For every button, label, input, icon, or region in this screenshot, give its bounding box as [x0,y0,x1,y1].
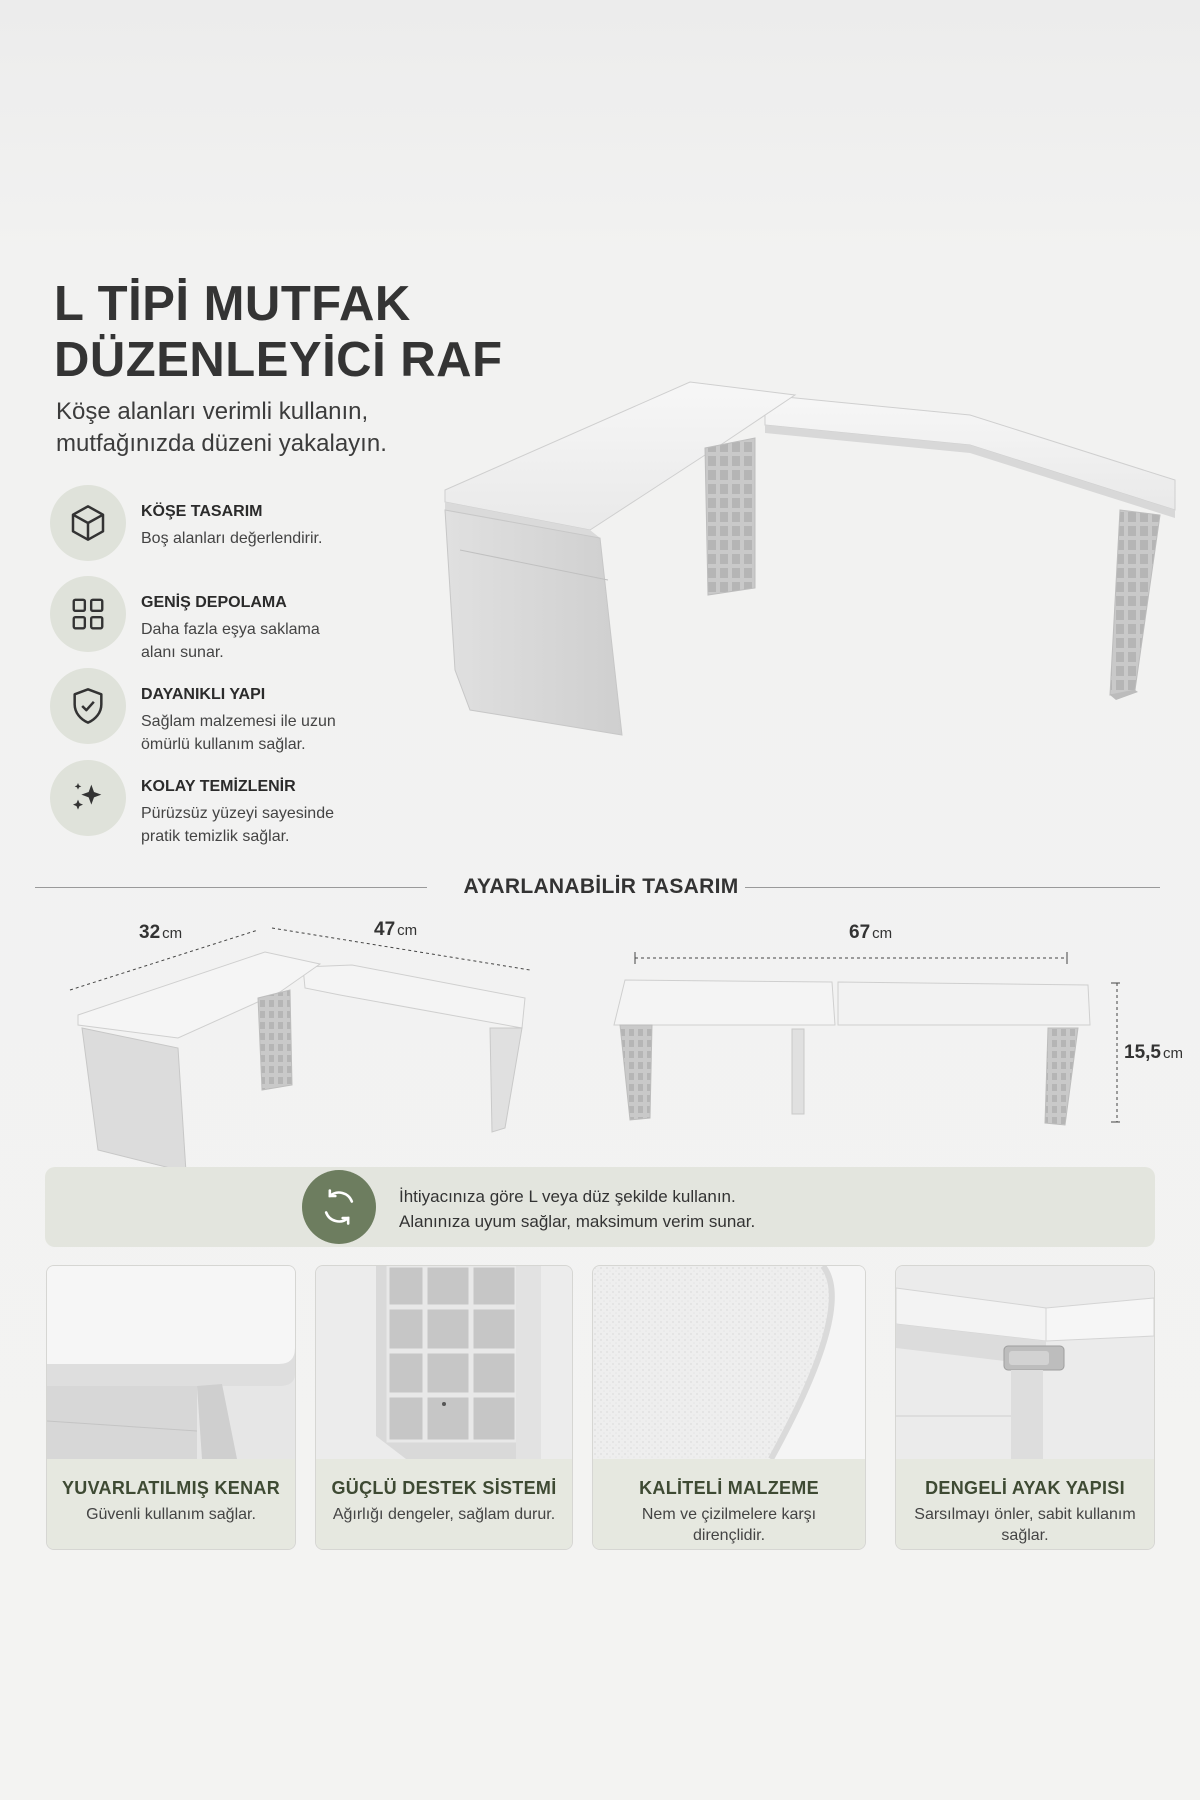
dimension-value: 32 [139,922,161,943]
dimension-value: 47 [374,919,396,940]
card-caption [47,1459,295,1549]
feature-desc: Boş alanları değerlendirir. [141,530,323,547]
rounded-edge-photo [47,1266,295,1459]
feature-title: GENİŞ DEPOLAMA [141,594,287,611]
card-title: YUVARLATILMIŞ KENAR [61,1478,281,1498]
feature-corner-design [50,485,410,565]
feature-easy-clean [50,760,410,845]
feature-title: KÖŞE TASARIM [141,503,263,520]
cycle-arrows-icon [302,1170,376,1244]
banner-line-1: İhtiyacınıza göre L veya düz şekilde kullanın. [399,1187,736,1206]
card-desc: Nem ve çizilmelere karşı dirençlidir. [641,1506,817,1544]
section-title: AYARLANABİLİR TASARIM [463,875,739,898]
dimension-unit: cm [1162,1045,1183,1062]
detail-card-leg-structure [895,1265,1155,1550]
feature-title: KOLAY TEMİZLENİR [141,778,296,795]
feature-desc: Pürüzsüz yüzeyi sayesinde pratik temizlik sağlar. [141,805,334,845]
sparkle-icon [50,760,126,836]
support-grid-photo [316,1266,572,1459]
card-caption [316,1459,572,1549]
page-subtitle [56,396,456,460]
banner-line-2: Alanınıza uyum sağlar, maksimum verim sunar. [399,1212,756,1231]
banner-text [399,1184,999,1234]
l-shape-dimension-diagram [60,910,550,1180]
detail-card-rounded-edge [46,1265,296,1550]
card-desc: Sarsılmayı önler, sabit kullanım sağlar. [914,1506,1136,1544]
cube-icon [50,485,126,561]
card-caption [593,1459,865,1549]
dimension-value: 15,5 [1124,1042,1161,1063]
card-desc: Ağırlığı dengeler, sağlam durur. [332,1506,556,1523]
feature-durable [50,668,410,753]
dimension-unit: cm [397,922,418,939]
shield-check-icon [50,668,126,744]
feature-desc: Sağlam malzemesi ile uzun ömürlü kullanım sağlar. [141,713,336,753]
feature-title: DAYANIKLI YAPI [141,686,266,703]
title-line-2: DÜZENLEYİCİ RAF [54,333,503,387]
dimension-l-long [374,919,417,941]
dimension-unit: cm [162,925,183,942]
detail-card-support-system [315,1265,573,1550]
dimension-unit: cm [872,925,893,942]
material-texture-photo [593,1266,865,1459]
subtitle-line-1: Köşe alanları verimli kullanın, [56,398,369,425]
straight-dimension-diagram [600,950,1120,1140]
dimension-value: 67 [849,922,871,943]
card-title: GÜÇLÜ DESTEK SİSTEMİ [331,1478,557,1498]
feature-desc: Daha fazla eşya saklama alanı sunar. [141,621,320,661]
dimension-straight-length [849,922,892,944]
hinge-leg-photo [896,1266,1154,1459]
card-desc: Güvenli kullanım sağlar. [86,1506,256,1523]
subtitle-line-2: mutfağınızda düzeni yakalayın. [56,430,387,457]
hero-shelf-image [430,370,1190,750]
usage-banner [45,1167,1155,1247]
feature-storage [50,576,410,661]
detail-card-material [592,1265,866,1550]
title-line-1: L TİPİ MUTFAK [54,277,411,331]
grid-icon [50,576,126,652]
dimension-l-short [139,922,182,944]
card-title: KALİTELİ MALZEME [639,1478,819,1498]
dimension-height [1124,1042,1183,1064]
card-caption [896,1459,1154,1549]
card-title: DENGELİ AYAK YAPISI [925,1478,1125,1498]
